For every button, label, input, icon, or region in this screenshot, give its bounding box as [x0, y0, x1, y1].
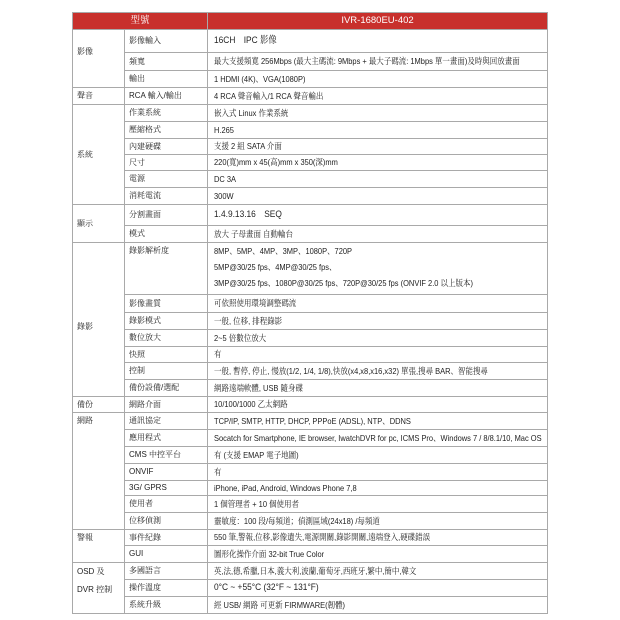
spec-category: 系統 — [73, 105, 125, 205]
spec-value-cell — [208, 563, 548, 580]
spec-row — [73, 139, 548, 155]
spec-row — [73, 205, 548, 226]
spec-value: 有 — [214, 349, 222, 359]
model-value: IVR-1680EU-402 — [208, 13, 548, 30]
spec-value-cell — [208, 88, 548, 105]
spec-item: ONVIF — [125, 464, 208, 481]
spec-item: RCA 輸入/輸出 — [125, 88, 208, 105]
spec-item: 備份設備/選配 — [125, 380, 208, 397]
spec-value: 10/100/1000 乙太網路 — [214, 399, 288, 409]
spec-item: 錄影模式 — [125, 313, 208, 330]
spec-value: 圖形化操作介面 32-bit True Color — [214, 548, 325, 559]
spec-item: 輸出 — [125, 71, 208, 88]
spec-row — [73, 397, 548, 413]
spec-item: CMS 中控平台 — [125, 447, 208, 464]
spec-value-line: 8MP、5MP、4MP、3MP、1080P、720P — [214, 246, 353, 256]
spec-value-cell — [208, 205, 548, 226]
spec-value: 2~5 倍數位放大 — [214, 332, 267, 343]
spec-value-cell — [208, 513, 548, 530]
spec-row — [73, 580, 548, 597]
spec-value-cell — [208, 155, 548, 171]
spec-row — [73, 155, 548, 171]
spec-row — [73, 430, 548, 447]
spec-value-line: 5MP@30/25 fps、4MP@30/25 fps、 — [214, 262, 337, 272]
spec-row — [73, 496, 548, 513]
spec-row — [73, 188, 548, 205]
spec-row — [73, 563, 548, 580]
spec-value-cell — [208, 243, 548, 295]
spec-row — [73, 88, 548, 105]
spec-row — [73, 530, 548, 546]
spec-row — [73, 171, 548, 188]
spec-value: 放大 子母畫面 自動輪台 — [214, 228, 293, 239]
spec-value-cell — [208, 71, 548, 88]
spec-value: 550 筆,警報,位移,影像遺失,電源開關,錄影開關,遠端登入,硬碟錯誤 — [214, 532, 431, 542]
spec-value: 網路遠端軟體, USB 隨身碟 — [214, 382, 303, 393]
spec-item: 控制 — [125, 363, 208, 380]
spec-item: 通訊協定 — [125, 413, 208, 430]
spec-value-cell — [208, 430, 548, 447]
spec-value-cell — [208, 347, 548, 363]
spec-category: 備份 — [73, 397, 125, 413]
spec-item: 分割畫面 — [125, 205, 208, 226]
spec-value: 220(寬)mm x 45(高)mm x 350(深)mm — [214, 157, 338, 167]
spec-category — [73, 563, 125, 614]
spec-item: 影像畫質 — [125, 295, 208, 313]
spec-value-cell — [208, 597, 548, 614]
spec-item: 模式 — [125, 226, 208, 243]
spec-value-cell — [208, 30, 548, 53]
spec-row — [73, 413, 548, 430]
spec-value-cell — [208, 380, 548, 397]
spec-value-cell — [208, 330, 548, 347]
spec-value-cell — [208, 464, 548, 481]
spec-value-cell — [208, 496, 548, 513]
spec-category: 影像 — [73, 30, 125, 88]
spec-row — [73, 481, 548, 496]
spec-value: 1 HDMI (4K)、VGA(1080P) — [214, 73, 306, 84]
spec-value: 靈敏度：100 段/每頻道；偵測區域(24x18) /每頻道 — [214, 515, 380, 526]
spec-value: H.265 — [214, 124, 234, 135]
spec-item: 消耗電流 — [125, 188, 208, 205]
spec-value-cell — [208, 580, 548, 597]
spec-value-cell — [208, 122, 548, 139]
spec-value-cell — [208, 363, 548, 380]
spec-item: 內建硬碟 — [125, 139, 208, 155]
spec-value-cell — [208, 546, 548, 563]
spec-item: 錄影解析度 — [125, 243, 208, 295]
spec-item: 系統升級 — [125, 597, 208, 614]
spec-value-cell — [208, 53, 548, 71]
spec-value-cell — [208, 413, 548, 430]
spec-category: 聲音 — [73, 88, 125, 105]
spec-value: 可依照使用環境調整碼流 — [214, 298, 297, 308]
spec-row — [73, 597, 548, 614]
spec-item: 位移偵測 — [125, 513, 208, 530]
spec-value-cell — [208, 447, 548, 464]
spec-value: 4 RCA 聲音輸入/1 RCA 聲音輸出 — [214, 90, 324, 101]
spec-value-cell — [208, 226, 548, 243]
spec-row — [73, 513, 548, 530]
spec-category: 網路 — [73, 413, 125, 530]
spec-item: 數位放大 — [125, 330, 208, 347]
spec-item: 電源 — [125, 171, 208, 188]
spec-value: 1.4.9.13.16 SEQ — [214, 209, 282, 220]
spec-row — [73, 226, 548, 243]
spec-value-cell — [208, 139, 548, 155]
spec-value: iPhone, iPad, Android, Windows Phone 7,8 — [214, 482, 357, 493]
spec-row — [73, 347, 548, 363]
spec-item: 影像輸入 — [125, 30, 208, 53]
spec-item: GUI — [125, 546, 208, 563]
spec-item: 操作溫度 — [125, 580, 208, 597]
spec-value: 經 USB/ 網路 可更新 FIRMWARE(韌體) — [214, 599, 346, 610]
spec-item: 應用程式 — [125, 430, 208, 447]
spec-value-cell — [208, 188, 548, 205]
spec-value: DC 3A — [214, 173, 237, 184]
spec-value-cell — [208, 295, 548, 313]
spec-value: TCP/IP, SMTP, HTTP, DHCP, PPPoE (ADSL), NTP、DDNS — [214, 415, 411, 426]
spec-item: 多國語言 — [125, 563, 208, 580]
spec-row — [73, 295, 548, 313]
spec-value: 16CH IPC 影像 — [214, 35, 277, 46]
spec-value: 一般, 位移, 排程錄影 — [214, 315, 283, 326]
spec-item: 3G/ GPRS — [125, 481, 208, 496]
spec-row — [73, 546, 548, 563]
spec-value: 300W — [214, 190, 234, 201]
spec-value: 支援 2 組 SATA 介面 — [214, 141, 282, 151]
spec-value: 一般, 暫停, 停止, 慢放(1/2, 1/4, 1/8),快放(x4,x8,x16,x32) 單張,搜尋 BAR、智能搜尋 — [214, 365, 488, 376]
spec-row — [73, 71, 548, 88]
spec-row — [73, 464, 548, 481]
spec-item: 壓縮格式 — [125, 122, 208, 139]
spec-value: 英,法,德,希臘,日本,義大利,波蘭,葡萄牙,西班牙,繁中,簡中,韓文 — [214, 565, 417, 576]
spec-item: 使用者 — [125, 496, 208, 513]
spec-value: 0°C ~ +55°C (32°F ~ 131°F) — [214, 582, 319, 593]
spec-item: 網路介面 — [125, 397, 208, 413]
spec-value: 1 個管理者 + 10 個使用者 — [214, 498, 300, 509]
spec-row — [73, 122, 548, 139]
spec-category: 警報 — [73, 530, 125, 563]
spec-value-line: 3MP@30/25 fps、1080P@30/25 fps、720P@30/25 fps (ONVIF 2.0 以上版本) — [214, 278, 473, 288]
spec-row — [73, 447, 548, 464]
spec-value: 最大支援頻寬 256Mbps (最大主碼流: 9Mbps + 最大子碼流: 1Mbps 單一畫面)及時與回放畫面 — [214, 56, 520, 66]
spec-row — [73, 53, 548, 71]
spec-category-line: OSD 及 — [77, 567, 105, 576]
spec-row — [73, 330, 548, 347]
spec-value-cell — [208, 481, 548, 496]
spec-item: 快照 — [125, 347, 208, 363]
spec-value: 有 — [214, 466, 222, 477]
spec-item: 尺寸 — [125, 155, 208, 171]
spec-category: 錄影 — [73, 243, 125, 397]
spec-item: 作業系統 — [125, 105, 208, 122]
spec-value: 有 (支援 EMAP 電子地圖) — [214, 449, 299, 460]
spec-category-line: DVR 控制 — [77, 585, 113, 594]
spec-table — [72, 12, 548, 614]
spec-category: 顯示 — [73, 205, 125, 243]
spec-row — [73, 363, 548, 380]
spec-row — [73, 380, 548, 397]
spec-row — [73, 243, 548, 295]
spec-value-cell — [208, 530, 548, 546]
spec-row — [73, 313, 548, 330]
model-label: 型號 — [73, 13, 208, 30]
spec-value: 嵌入式 Linux 作業系統 — [214, 107, 289, 118]
spec-value-cell — [208, 171, 548, 188]
spec-header-row — [73, 13, 548, 30]
spec-value: Socatch for Smartphone, IE browser, IwatchDVR for pc, ICMS Pro、Windows 7 / 8/8.1/10, Mac OS — [214, 432, 542, 443]
spec-item: 事件紀錄 — [125, 530, 208, 546]
spec-row — [73, 105, 548, 122]
spec-value-cell — [208, 313, 548, 330]
spec-row — [73, 30, 548, 53]
spec-value-cell — [208, 397, 548, 413]
spec-item: 頻寬 — [125, 53, 208, 71]
spec-value-cell — [208, 105, 548, 122]
